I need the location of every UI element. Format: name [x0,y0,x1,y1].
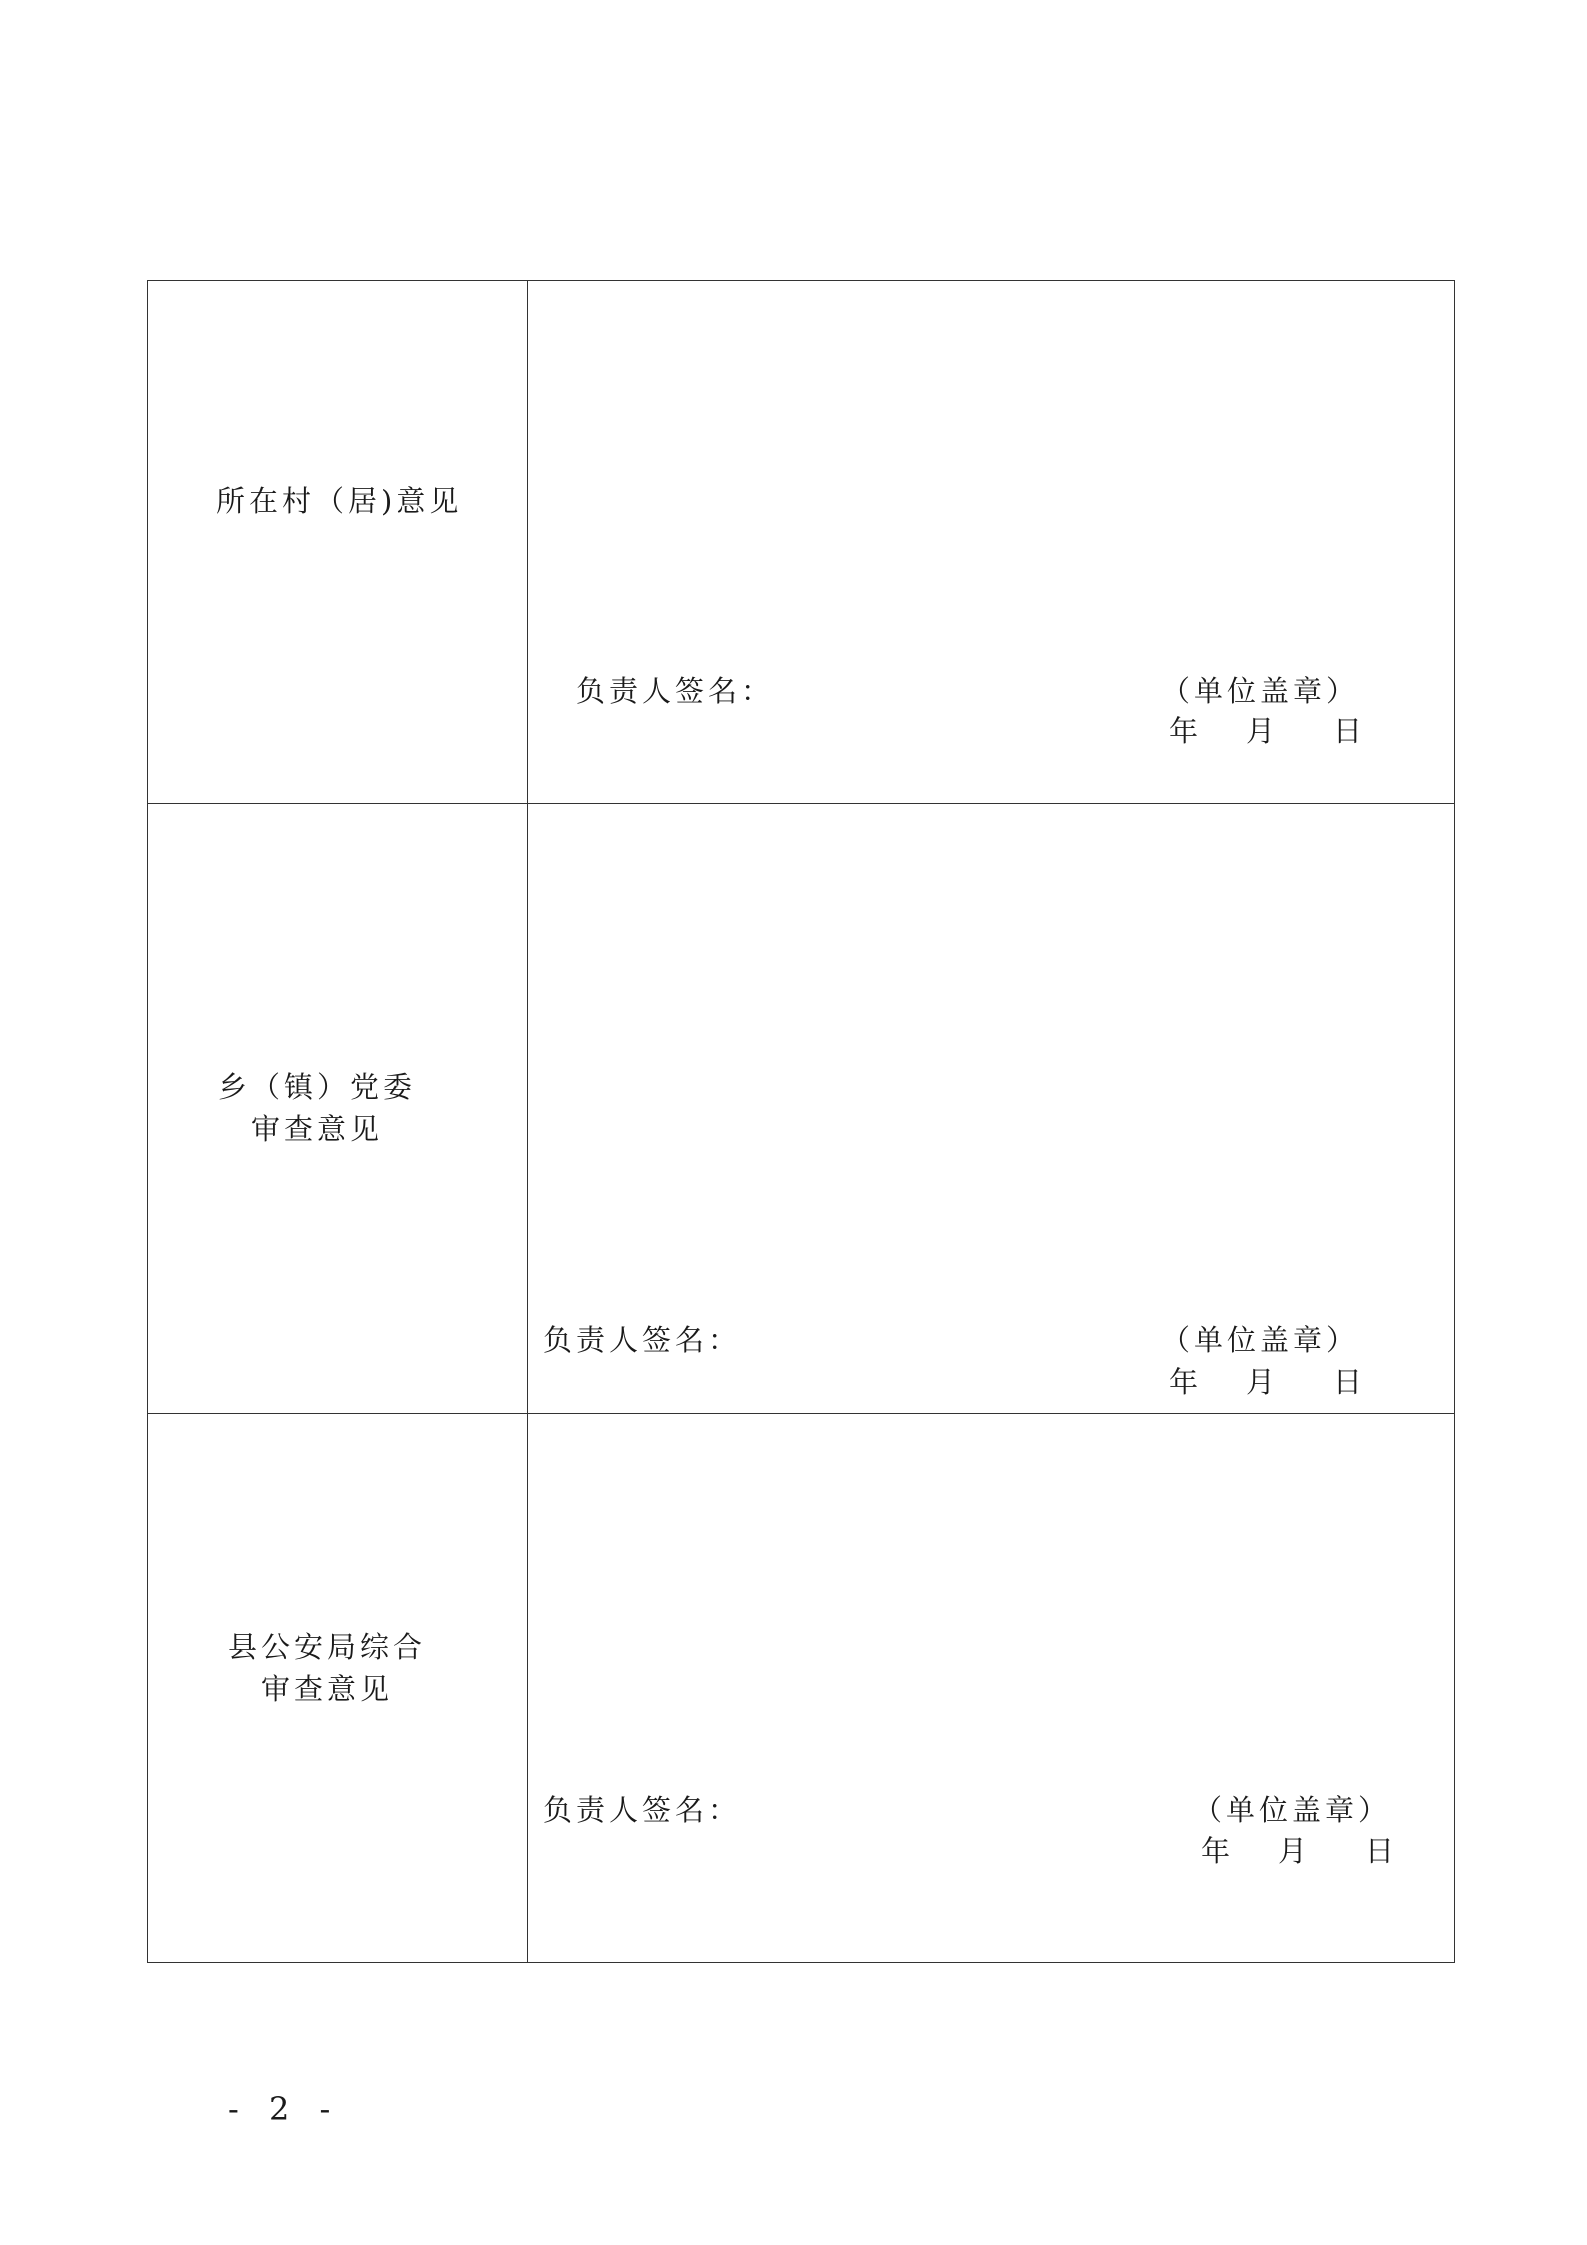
month-label: 月 [1278,1834,1308,1868]
date-line [1169,709,1362,750]
village-opinion-label-cell [148,281,528,803]
township-review-row [148,804,1454,1414]
township-review-content-cell[interactable] [528,804,1454,1413]
county-police-review-label-line1: 县公安局综合 [228,1630,427,1664]
village-opinion-label-line1: 所在村（居)意见 [216,484,463,518]
year-label: 年 [1169,714,1199,748]
page-number: - 2 - [228,2090,341,2128]
village-opinion-row [148,281,1454,804]
year-label: 年 [1201,1834,1231,1868]
township-review-label [218,1066,416,1150]
county-police-review-label [228,1626,426,1710]
responsible-signature-label: 负责人签名： [576,674,775,708]
day-label: 日 [1333,714,1363,748]
day-label: 日 [1365,1834,1395,1868]
date-line [1201,1829,1394,1870]
responsible-signature-label: 负责人签名： [543,1793,742,1827]
unit-seal-label: （单位盖章） [1161,1323,1360,1357]
township-review-label-line2: 审查意见 [251,1112,384,1146]
unit-seal-label: （单位盖章） [1193,1793,1392,1827]
township-review-label-cell [148,804,528,1413]
county-police-review-label-cell [148,1414,528,1962]
month-label: 月 [1246,714,1276,748]
year-label: 年 [1169,1365,1199,1399]
village-opinion-content-cell[interactable] [528,281,1454,803]
responsible-signature-label: 负责人签名： [543,1323,742,1357]
date-line [1169,1360,1362,1401]
township-review-label-line1: 乡（镇）党委 [218,1070,417,1104]
approval-form-table [147,280,1455,1963]
unit-seal-label: （单位盖章） [1161,674,1360,708]
month-label: 月 [1246,1365,1276,1399]
village-opinion-label [216,480,462,522]
county-police-review-content-cell[interactable] [528,1414,1454,1962]
day-label: 日 [1333,1365,1363,1399]
county-police-review-label-line2: 审查意见 [261,1672,394,1706]
county-police-review-row [148,1414,1454,1962]
